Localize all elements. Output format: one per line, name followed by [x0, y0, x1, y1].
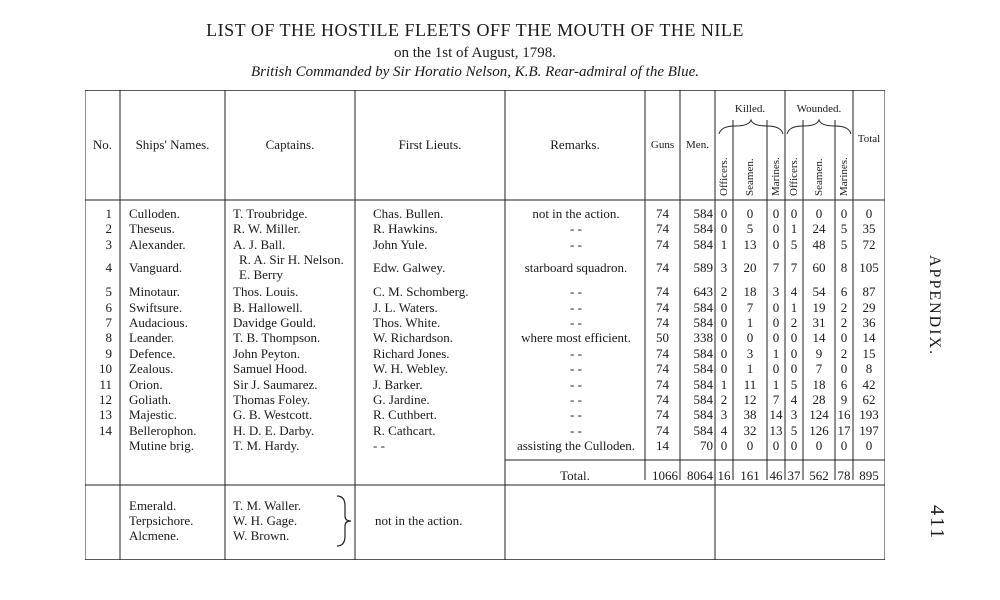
cell-first-lieut: John Yule. [373, 236, 428, 252]
cell-total: 62 [862, 392, 876, 407]
cell-killed-marines: 0 [772, 361, 780, 377]
header-killed-seamen: Seamen. [744, 158, 756, 196]
cell-wounded-marines: 0 [840, 206, 848, 221]
cell-no: 11 [99, 376, 112, 392]
cell-captain: T. M. Hardy. [233, 438, 300, 454]
cell-total: 35 [862, 221, 876, 237]
cell-wounded-seamen: 48 [812, 236, 826, 252]
cell-wounded-seamen: 126 [809, 422, 829, 438]
cell-first-lieut: W. H. Webley. [373, 361, 449, 377]
cell-remark: - - [570, 299, 582, 315]
cell-ship-name: Culloden. [129, 206, 180, 221]
cell-killed-officers: 0 [720, 221, 728, 237]
cell-no: 1 [105, 206, 112, 221]
cell-captain: Davidge Gould. [233, 315, 317, 330]
totals-wounded-seamen: 562 [809, 468, 829, 483]
extra-ship: Emerald. [129, 498, 177, 513]
cell-killed-marines: 0 [772, 315, 780, 330]
cell-no: 6 [105, 299, 112, 315]
cell-captain: Samuel Hood. [233, 361, 308, 377]
cell-killed-seamen: 0 [746, 330, 754, 346]
cell-killed-officers: 2 [720, 392, 728, 407]
cell-ship-name: Goliath. [129, 392, 172, 407]
cell-first-lieut: R. Cathcart. [373, 422, 436, 438]
cell-remark: - - [570, 284, 582, 300]
header-total: Total [857, 133, 881, 145]
cell-killed-seamen: 20 [743, 260, 757, 276]
page-subtitle: on the 1st of August, 1798. [393, 45, 557, 61]
cell-remark: - - [570, 221, 582, 237]
cell-remark: - - [570, 361, 582, 377]
cell-captain: R. A. Sir H. Nelson. E. Berry [239, 252, 344, 283]
cell-total: 14 [862, 330, 876, 346]
cell-wounded-seamen: 0 [815, 206, 823, 221]
totals-label: Total. [560, 468, 590, 483]
cell-ship-name: Majestic. [129, 407, 178, 423]
cell-ship-name: Audacious. [129, 315, 188, 330]
totals-wounded-marines: 78 [837, 468, 851, 483]
cell-no: 12 [99, 392, 112, 407]
cell-total: 87 [862, 284, 876, 300]
cell-ship-name: Vanguard. [129, 260, 183, 276]
side-heading-appendix: APPENDIX. [926, 255, 943, 357]
cell-men: 70 [700, 438, 713, 454]
cell-killed-marines: 14 [769, 407, 783, 423]
cell-wounded-seamen: 31 [812, 315, 826, 330]
fleet-table [85, 90, 885, 560]
cell-killed-officers: 2 [720, 284, 728, 300]
cell-wounded-officers: 7 [790, 260, 798, 276]
cell-wounded-seamen: 28 [812, 392, 826, 407]
cell-first-lieut: G. Jardine. [373, 392, 430, 407]
cell-remark: - - [570, 392, 582, 407]
cell-first-lieut: Richard Jones. [373, 345, 450, 361]
cell-wounded-marines: 2 [840, 345, 848, 361]
cell-total: 72 [862, 236, 876, 252]
cell-no: 8 [105, 330, 112, 346]
cell-wounded-seamen: 60 [812, 260, 826, 276]
cell-total: 105 [859, 260, 879, 276]
cell-captain: H. D. E. Darby. [233, 422, 315, 438]
cell-wounded-marines: 6 [840, 376, 848, 392]
cell-wounded-seamen: 24 [812, 221, 826, 237]
cell-killed-seamen: 12 [743, 392, 757, 407]
header-lieuts: First Lieuts. [398, 137, 462, 152]
cell-wounded-seamen: 7 [815, 361, 823, 377]
cell-killed-seamen: 3 [746, 345, 754, 361]
cell-killed-seamen: 0 [746, 206, 754, 221]
cell-wounded-marines: 6 [840, 284, 848, 300]
header-wounded: Wounded. [796, 103, 842, 115]
totals-killed-seamen: 161 [740, 468, 760, 483]
cell-killed-marines: 1 [772, 345, 780, 361]
cell-killed-officers: 0 [720, 345, 728, 361]
cell-killed-seamen: 1 [746, 315, 754, 330]
cell-killed-seamen: 7 [746, 299, 754, 315]
header-men: Men. [686, 139, 709, 151]
cell-killed-seamen: 38 [743, 407, 757, 423]
cell-first-lieut: Thos. White. [373, 315, 441, 330]
cell-remark: assisting the Culloden. [516, 438, 636, 454]
header-captains: Captains. [265, 137, 315, 152]
cell-guns: 74 [656, 260, 669, 276]
cell-no: 7 [105, 315, 112, 330]
cell-killed-seamen: 0 [746, 438, 754, 454]
cell-wounded-marines: 0 [840, 361, 848, 377]
header-ships: Ships' Names. [135, 137, 210, 152]
cell-men: 584 [693, 206, 713, 221]
header-killed: Killed. [734, 103, 766, 115]
extra-ship: Alcmene. [129, 528, 180, 543]
cell-men: 584 [693, 376, 713, 392]
cell-guns: 74 [656, 299, 669, 315]
cell-wounded-marines: 0 [840, 330, 848, 346]
extra-captain: W. H. Gage. [233, 513, 298, 528]
cell-no: 5 [105, 284, 112, 300]
cell-no: 9 [105, 345, 112, 361]
cell-killed-officers: 4 [720, 422, 728, 438]
cell-men: 584 [693, 422, 713, 438]
cell-guns: 14 [656, 438, 669, 454]
cell-men: 338 [693, 330, 713, 346]
cell-remark: where most efficient. [521, 330, 631, 346]
cell-men: 584 [693, 407, 713, 423]
cell-wounded-seamen: 18 [812, 376, 826, 392]
cell-total: 0 [865, 206, 873, 221]
cell-men: 584 [693, 361, 713, 377]
cell-wounded-seamen: 14 [812, 330, 826, 346]
cell-first-lieut: J. Barker. [373, 376, 423, 392]
cell-remark: - - [570, 422, 582, 438]
cell-wounded-marines: 0 [840, 438, 848, 454]
cell-killed-marines: 0 [772, 206, 780, 221]
cell-killed-officers: 0 [720, 315, 728, 330]
cell-men: 589 [693, 260, 713, 276]
cell-no: 3 [105, 236, 112, 252]
cell-remark: not in the action. [532, 206, 620, 221]
cell-remark: - - [570, 236, 582, 252]
cell-men: 584 [693, 236, 713, 252]
cell-killed-marines: 0 [772, 236, 780, 252]
cell-ship-name: Minotaur. [129, 284, 180, 300]
cell-wounded-seamen: 0 [815, 438, 823, 454]
cell-wounded-officers: 5 [790, 376, 798, 392]
cell-remark: - - [570, 315, 582, 330]
cell-killed-seamen: 18 [743, 284, 757, 300]
cell-wounded-officers: 2 [790, 315, 798, 330]
extra-ship: Terpsichore. [129, 513, 194, 528]
header-killed-officers: Officers. [718, 157, 730, 196]
totals-wounded-officers: 37 [787, 468, 801, 483]
cell-remark: - - [570, 407, 582, 423]
cell-guns: 74 [656, 345, 669, 361]
cell-wounded-officers: 5 [790, 422, 798, 438]
cell-no: 2 [105, 221, 112, 237]
cell-wounded-seamen: 54 [812, 284, 826, 300]
header-no: No. [92, 137, 113, 152]
cell-men: 584 [693, 221, 713, 237]
cell-wounded-marines: 8 [840, 260, 848, 276]
header-wounded-seamen: Seamen. [813, 158, 825, 196]
cell-guns: 74 [656, 221, 669, 237]
cell-wounded-marines: 17 [837, 422, 851, 438]
cell-guns: 74 [656, 361, 669, 377]
cell-captain: John Peyton. [233, 345, 301, 361]
cell-wounded-officers: 4 [790, 392, 798, 407]
cell-wounded-marines: 2 [840, 299, 848, 315]
totals-men: 8064 [687, 468, 713, 483]
cell-wounded-seamen: 9 [815, 345, 823, 361]
cell-killed-seamen: 13 [743, 236, 757, 252]
cell-wounded-officers: 0 [790, 438, 798, 454]
cell-ship-name: Theseus. [129, 221, 175, 237]
cell-total: 0 [865, 438, 873, 454]
cell-no: 13 [99, 407, 112, 423]
cell-total: 36 [862, 315, 876, 330]
cell-wounded-marines: 16 [837, 407, 851, 423]
header-wounded-officers: Officers. [788, 157, 800, 196]
cell-wounded-officers: 3 [790, 407, 798, 423]
page-command-line: British Commanded by Sir Horatio Nelson, K.B. Rear-admiral of the Blue. [250, 64, 699, 80]
cell-guns: 74 [656, 376, 669, 392]
cell-killed-seamen: 11 [743, 376, 757, 392]
cell-killed-marines: 7 [772, 392, 780, 407]
cell-wounded-officers: 1 [790, 221, 798, 237]
cell-remark: - - [570, 345, 582, 361]
cell-captain: T. B. Thompson. [233, 330, 321, 346]
cell-killed-marines: 0 [772, 438, 780, 454]
cell-captain: B. Hallowell. [233, 299, 303, 315]
totals-killed-officers: 16 [717, 468, 731, 483]
cell-total: 8 [865, 361, 873, 377]
cell-total: 197 [859, 422, 879, 438]
header-killed-marines: Marines. [770, 157, 782, 196]
cell-killed-marines: 0 [772, 299, 780, 315]
cell-men: 584 [693, 392, 713, 407]
cell-wounded-officers: 0 [790, 345, 798, 361]
cell-guns: 74 [656, 422, 669, 438]
cell-killed-marines: 3 [772, 284, 780, 300]
cell-killed-seamen: 1 [746, 361, 754, 377]
cell-first-lieut: C. M. Schomberg. [373, 284, 469, 300]
cell-killed-officers: 0 [720, 206, 728, 221]
cell-wounded-seamen: 19 [812, 299, 826, 315]
header-guns: Guns [650, 139, 675, 151]
cell-guns: 74 [656, 206, 669, 221]
cell-wounded-seamen: 124 [809, 407, 829, 423]
totals-total: 895 [859, 468, 879, 483]
page-title: LIST OF THE HOSTILE FLEETS OFF THE MOUTH OF THE NILE [206, 20, 744, 40]
header-remarks: Remarks. [550, 137, 600, 152]
extra-captain: W. Brown. [233, 528, 290, 543]
cell-captain: A. J. Ball. [233, 236, 286, 252]
cell-guns: 50 [656, 330, 669, 346]
cell-ship-name: Bellerophon. [129, 422, 197, 438]
cell-killed-officers: 0 [720, 361, 728, 377]
cell-remark: starboard squadron. [524, 260, 628, 276]
cell-killed-officers: 0 [720, 330, 728, 346]
cell-killed-marines: 13 [769, 422, 783, 438]
extra-note: not in the action. [375, 513, 463, 528]
cell-first-lieut: W. Richardson. [373, 330, 454, 346]
cell-no: 14 [99, 422, 112, 438]
cell-guns: 74 [656, 284, 669, 300]
cell-wounded-marines: 9 [840, 392, 848, 407]
cell-killed-officers: 1 [720, 236, 728, 252]
cell-killed-marines: 1 [772, 376, 780, 392]
cell-guns: 74 [656, 392, 669, 407]
cell-men: 643 [693, 284, 713, 300]
cell-total: 15 [862, 345, 876, 361]
cell-first-lieut: Edw. Galwey. [373, 260, 446, 276]
cell-killed-seamen: 5 [746, 221, 754, 237]
cell-first-lieut: - - [373, 438, 385, 454]
cell-ship-name: Zealous. [129, 361, 174, 377]
cell-ship-name: Orion. [129, 376, 163, 392]
cell-killed-marines: 7 [772, 260, 780, 276]
cell-guns: 74 [656, 236, 669, 252]
cell-wounded-officers: 1 [790, 299, 798, 315]
cell-captain: R. W. Miller. [233, 221, 301, 237]
totals-killed-marines: 46 [769, 468, 783, 483]
cell-guns: 74 [656, 315, 669, 330]
cell-first-lieut: J. L. Waters. [373, 299, 438, 315]
cell-killed-officers: 1 [720, 376, 728, 392]
extra-captain: T. M. Waller. [233, 498, 302, 513]
cell-killed-officers: 3 [720, 260, 728, 276]
cell-guns: 74 [656, 407, 669, 423]
cell-ship-name: Defence. [129, 345, 176, 361]
cell-killed-officers: 0 [720, 438, 728, 454]
cell-first-lieut: R. Cuthbert. [373, 407, 437, 423]
cell-ship-name: Swiftsure. [129, 299, 183, 315]
cell-remark: - - [570, 376, 582, 392]
cell-wounded-officers: 0 [790, 330, 798, 346]
cell-total: 29 [862, 299, 876, 315]
cell-wounded-marines: 5 [840, 221, 848, 237]
cell-captain: G. B. Westcott. [233, 407, 313, 423]
totals-guns: 1066 [652, 468, 678, 483]
cell-wounded-officers: 0 [790, 361, 798, 377]
cell-killed-officers: 3 [720, 407, 728, 423]
cell-ship-name: Leander. [129, 330, 175, 346]
cell-captain: Thomas Foley. [233, 392, 311, 407]
cell-killed-officers: 0 [720, 299, 728, 315]
cell-men: 584 [693, 299, 713, 315]
cell-wounded-officers: 5 [790, 236, 798, 252]
cell-no: 4 [105, 260, 112, 276]
cell-ship-name: Mutine brig. [129, 438, 194, 454]
cell-wounded-marines: 2 [840, 315, 848, 330]
page-number: 411 [926, 505, 948, 541]
cell-men: 584 [693, 345, 713, 361]
cell-ship-name: Alexander. [129, 236, 186, 252]
header-wounded-marines: Marines. [838, 157, 850, 196]
cell-killed-seamen: 32 [743, 422, 757, 438]
cell-wounded-marines: 5 [840, 236, 848, 252]
cell-first-lieut: Chas. Bullen. [373, 206, 444, 221]
cell-captain: Sir J. Saumarez. [233, 376, 318, 392]
cell-captain: Thos. Louis. [233, 284, 299, 300]
cell-killed-marines: 0 [772, 221, 780, 237]
cell-no: 10 [99, 361, 112, 377]
cell-wounded-officers: 0 [790, 206, 798, 221]
cell-wounded-officers: 4 [790, 284, 798, 300]
cell-total: 42 [862, 376, 876, 392]
cell-captain: T. Troubridge. [233, 206, 308, 221]
cell-killed-marines: 0 [772, 330, 780, 346]
cell-total: 193 [859, 407, 879, 423]
cell-men: 584 [693, 315, 713, 330]
cell-first-lieut: R. Hawkins. [373, 221, 438, 237]
